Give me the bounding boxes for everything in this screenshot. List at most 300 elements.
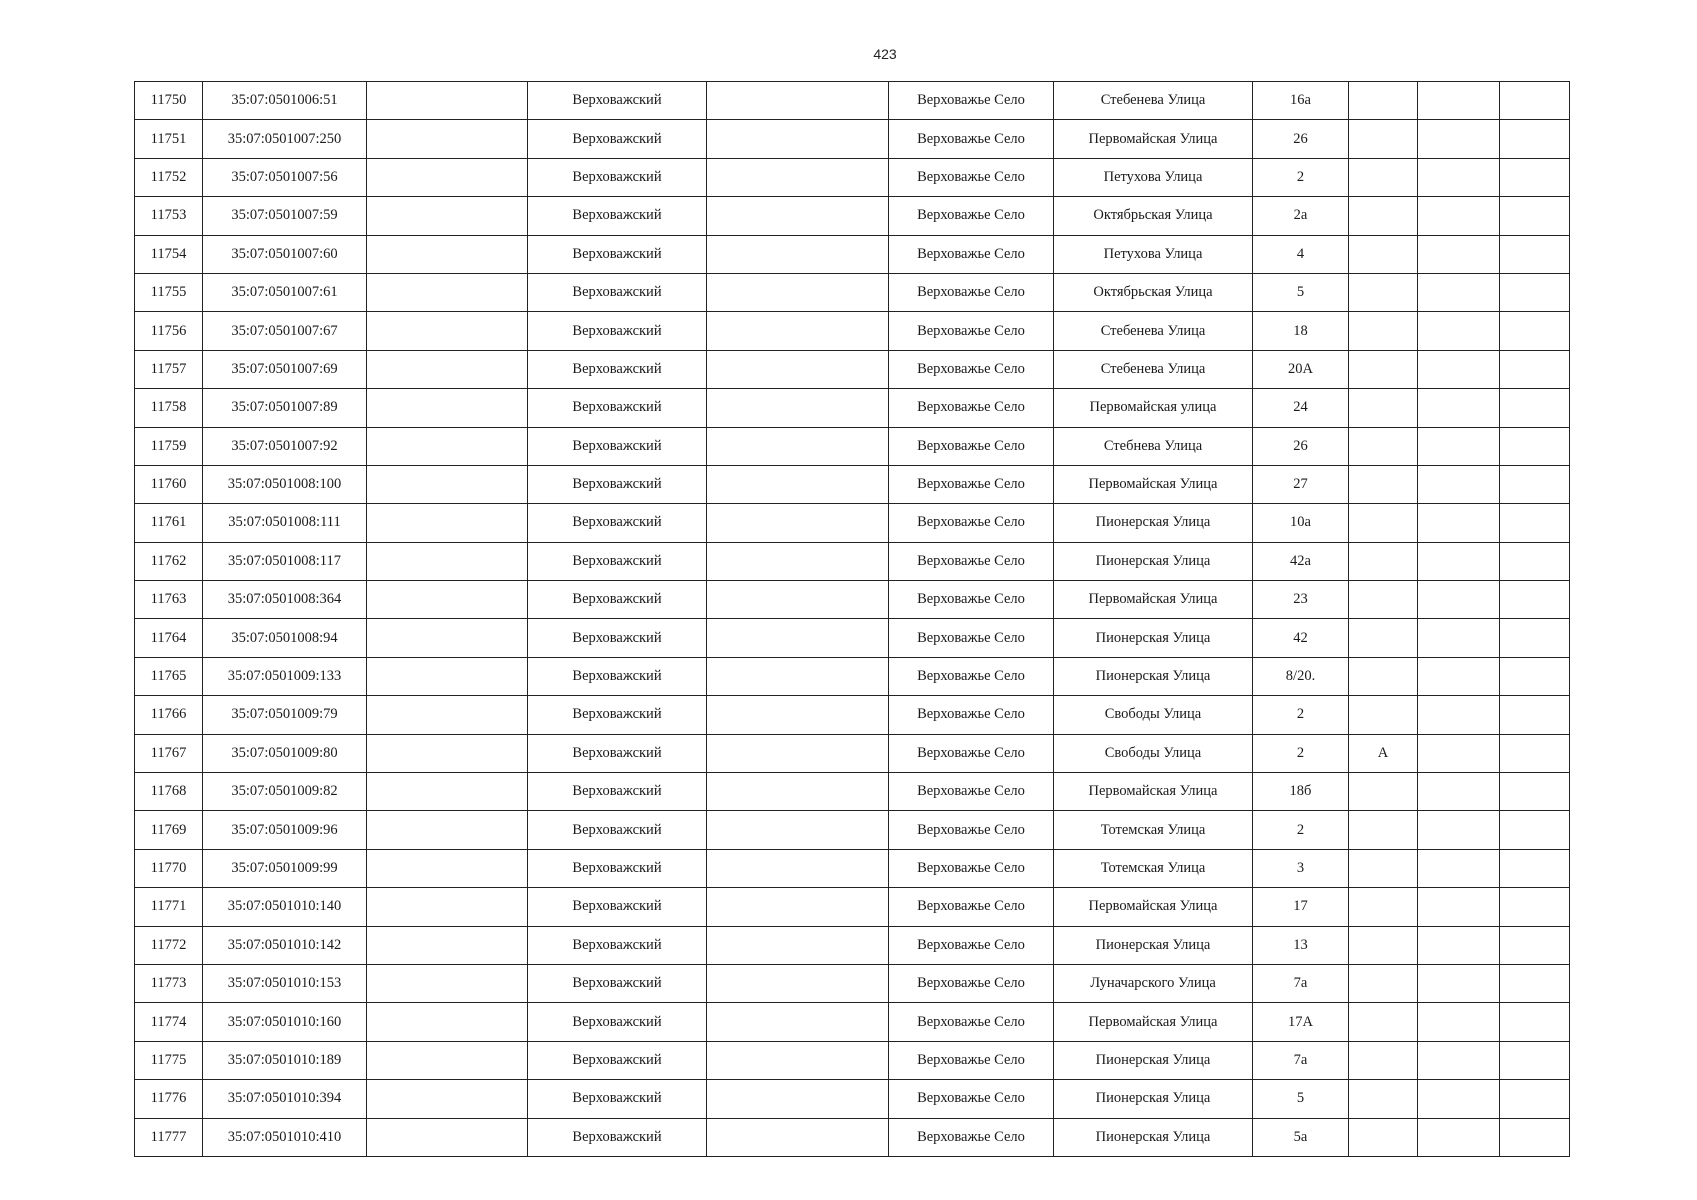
building-cell xyxy=(1349,542,1418,580)
extra-cell-2 xyxy=(1500,1080,1570,1118)
street-cell: Первомайская Улица xyxy=(1054,465,1253,503)
table-row xyxy=(135,696,1570,734)
table-row xyxy=(135,312,1570,350)
building-cell xyxy=(1349,197,1418,235)
locality-cell: Верховажье Село xyxy=(889,312,1054,350)
table-row xyxy=(135,657,1570,695)
table-row xyxy=(135,1041,1570,1079)
settlement-cell xyxy=(707,427,889,465)
extra-cell-1 xyxy=(1418,350,1500,388)
cadastral-number-cell: 35:07:0501010:160 xyxy=(203,1003,367,1041)
building-cell xyxy=(1349,964,1418,1002)
extra-cell-2 xyxy=(1500,1003,1570,1041)
street-cell: Тотемская Улица xyxy=(1054,811,1253,849)
cadastral-number-cell: 35:07:0501009:96 xyxy=(203,811,367,849)
row-number-cell: 11774 xyxy=(135,1003,203,1041)
region-cell xyxy=(367,350,528,388)
street-cell: Первомайская Улица xyxy=(1054,1003,1253,1041)
region-cell xyxy=(367,964,528,1002)
district-cell: Верховажский xyxy=(528,888,707,926)
building-cell xyxy=(1349,273,1418,311)
cadastral-number-cell: 35:07:0501008:94 xyxy=(203,619,367,657)
extra-cell-2 xyxy=(1500,465,1570,503)
region-cell xyxy=(367,273,528,311)
building-cell: А xyxy=(1349,734,1418,772)
cadastral-number-cell: 35:07:0501009:79 xyxy=(203,696,367,734)
cadastral-number-cell: 35:07:0501010:153 xyxy=(203,964,367,1002)
house-number-cell: 13 xyxy=(1253,926,1349,964)
region-cell xyxy=(367,696,528,734)
building-cell xyxy=(1349,312,1418,350)
settlement-cell xyxy=(707,542,889,580)
street-cell: Первомайская Улица xyxy=(1054,773,1253,811)
table-row xyxy=(135,964,1570,1002)
region-cell xyxy=(367,235,528,273)
cadastral-number-cell: 35:07:0501007:60 xyxy=(203,235,367,273)
house-number-cell: 7а xyxy=(1253,1041,1349,1079)
building-cell xyxy=(1349,82,1418,120)
district-cell: Верховажский xyxy=(528,504,707,542)
cadastral-number-cell: 35:07:0501007:67 xyxy=(203,312,367,350)
region-cell xyxy=(367,619,528,657)
street-cell: Свободы Улица xyxy=(1054,734,1253,772)
extra-cell-2 xyxy=(1500,1041,1570,1079)
building-cell xyxy=(1349,888,1418,926)
street-cell: Стебенева Улица xyxy=(1054,350,1253,388)
building-cell xyxy=(1349,657,1418,695)
house-number-cell: 23 xyxy=(1253,581,1349,619)
extra-cell-2 xyxy=(1500,235,1570,273)
row-number-cell: 11770 xyxy=(135,849,203,887)
extra-cell-1 xyxy=(1418,1003,1500,1041)
house-number-cell: 3 xyxy=(1253,849,1349,887)
street-cell: Пионерская Улица xyxy=(1054,926,1253,964)
table-row xyxy=(135,619,1570,657)
street-cell: Тотемская Улица xyxy=(1054,849,1253,887)
house-number-cell: 8/20. xyxy=(1253,657,1349,695)
locality-cell: Верховажье Село xyxy=(889,350,1054,388)
region-cell xyxy=(367,542,528,580)
locality-cell: Верховажье Село xyxy=(889,657,1054,695)
locality-cell: Верховажье Село xyxy=(889,197,1054,235)
table-row xyxy=(135,235,1570,273)
house-number-cell: 42а xyxy=(1253,542,1349,580)
building-cell xyxy=(1349,389,1418,427)
row-number-cell: 11773 xyxy=(135,964,203,1002)
property-registry-table xyxy=(134,81,1570,1157)
table-row xyxy=(135,465,1570,503)
district-cell: Верховажский xyxy=(528,82,707,120)
district-cell: Верховажский xyxy=(528,350,707,388)
extra-cell-1 xyxy=(1418,696,1500,734)
extra-cell-2 xyxy=(1500,734,1570,772)
region-cell xyxy=(367,158,528,196)
cadastral-number-cell: 35:07:0501008:111 xyxy=(203,504,367,542)
settlement-cell xyxy=(707,235,889,273)
cadastral-number-cell: 35:07:0501007:69 xyxy=(203,350,367,388)
locality-cell: Верховажье Село xyxy=(889,465,1054,503)
house-number-cell: 7а xyxy=(1253,964,1349,1002)
building-cell xyxy=(1349,465,1418,503)
table-row xyxy=(135,1003,1570,1041)
extra-cell-2 xyxy=(1500,1118,1570,1156)
extra-cell-1 xyxy=(1418,888,1500,926)
region-cell xyxy=(367,1080,528,1118)
cadastral-number-cell: 35:07:0501010:189 xyxy=(203,1041,367,1079)
extra-cell-1 xyxy=(1418,619,1500,657)
street-cell: Первомайская улица xyxy=(1054,389,1253,427)
extra-cell-2 xyxy=(1500,773,1570,811)
district-cell: Верховажский xyxy=(528,1118,707,1156)
house-number-cell: 5а xyxy=(1253,1118,1349,1156)
house-number-cell: 2 xyxy=(1253,734,1349,772)
settlement-cell xyxy=(707,465,889,503)
extra-cell-2 xyxy=(1500,888,1570,926)
extra-cell-1 xyxy=(1418,273,1500,311)
row-number-cell: 11769 xyxy=(135,811,203,849)
street-cell: Пионерская Улица xyxy=(1054,619,1253,657)
building-cell xyxy=(1349,1118,1418,1156)
region-cell xyxy=(367,197,528,235)
row-number-cell: 11757 xyxy=(135,350,203,388)
district-cell: Верховажский xyxy=(528,389,707,427)
table-row xyxy=(135,1080,1570,1118)
house-number-cell: 2 xyxy=(1253,158,1349,196)
extra-cell-1 xyxy=(1418,1041,1500,1079)
cadastral-number-cell: 35:07:0501008:364 xyxy=(203,581,367,619)
district-cell: Верховажский xyxy=(528,158,707,196)
extra-cell-2 xyxy=(1500,273,1570,311)
locality-cell: Верховажье Село xyxy=(889,504,1054,542)
locality-cell: Верховажье Село xyxy=(889,158,1054,196)
house-number-cell: 20А xyxy=(1253,350,1349,388)
locality-cell: Верховажье Село xyxy=(889,273,1054,311)
region-cell xyxy=(367,1118,528,1156)
cadastral-number-cell: 35:07:0501007:61 xyxy=(203,273,367,311)
house-number-cell: 17 xyxy=(1253,888,1349,926)
building-cell xyxy=(1349,1041,1418,1079)
district-cell: Верховажский xyxy=(528,120,707,158)
extra-cell-2 xyxy=(1500,581,1570,619)
cadastral-number-cell: 35:07:0501010:142 xyxy=(203,926,367,964)
house-number-cell: 4 xyxy=(1253,235,1349,273)
extra-cell-1 xyxy=(1418,773,1500,811)
extra-cell-1 xyxy=(1418,811,1500,849)
cadastral-number-cell: 35:07:0501007:56 xyxy=(203,158,367,196)
table-row xyxy=(135,120,1570,158)
settlement-cell xyxy=(707,849,889,887)
region-cell xyxy=(367,1041,528,1079)
extra-cell-1 xyxy=(1418,389,1500,427)
row-number-cell: 11755 xyxy=(135,273,203,311)
settlement-cell xyxy=(707,657,889,695)
extra-cell-1 xyxy=(1418,82,1500,120)
street-cell: Пионерская Улица xyxy=(1054,1041,1253,1079)
table-row xyxy=(135,350,1570,388)
region-cell xyxy=(367,734,528,772)
settlement-cell xyxy=(707,964,889,1002)
extra-cell-2 xyxy=(1500,120,1570,158)
table-row xyxy=(135,158,1570,196)
extra-cell-2 xyxy=(1500,964,1570,1002)
street-cell: Свободы Улица xyxy=(1054,696,1253,734)
settlement-cell xyxy=(707,389,889,427)
street-cell: Пионерская Улица xyxy=(1054,1118,1253,1156)
extra-cell-1 xyxy=(1418,197,1500,235)
extra-cell-1 xyxy=(1418,849,1500,887)
district-cell: Верховажский xyxy=(528,734,707,772)
house-number-cell: 26 xyxy=(1253,427,1349,465)
street-cell: Первомайская Улица xyxy=(1054,888,1253,926)
settlement-cell xyxy=(707,773,889,811)
settlement-cell xyxy=(707,120,889,158)
extra-cell-2 xyxy=(1500,312,1570,350)
table-row xyxy=(135,273,1570,311)
locality-cell: Верховажье Село xyxy=(889,1080,1054,1118)
table-row xyxy=(135,82,1570,120)
building-cell xyxy=(1349,696,1418,734)
house-number-cell: 5 xyxy=(1253,273,1349,311)
extra-cell-2 xyxy=(1500,542,1570,580)
extra-cell-1 xyxy=(1418,504,1500,542)
row-number-cell: 11756 xyxy=(135,312,203,350)
cadastral-number-cell: 35:07:0501009:133 xyxy=(203,657,367,695)
row-number-cell: 11763 xyxy=(135,581,203,619)
street-cell: Стебнева Улица xyxy=(1054,427,1253,465)
extra-cell-1 xyxy=(1418,926,1500,964)
region-cell xyxy=(367,312,528,350)
extra-cell-1 xyxy=(1418,235,1500,273)
house-number-cell: 26 xyxy=(1253,120,1349,158)
locality-cell: Верховажье Село xyxy=(889,389,1054,427)
locality-cell: Верховажье Село xyxy=(889,964,1054,1002)
table-row xyxy=(135,1118,1570,1156)
district-cell: Верховажский xyxy=(528,1003,707,1041)
locality-cell: Верховажье Село xyxy=(889,619,1054,657)
street-cell: Пионерская Улица xyxy=(1054,657,1253,695)
settlement-cell xyxy=(707,1118,889,1156)
extra-cell-2 xyxy=(1500,197,1570,235)
building-cell xyxy=(1349,427,1418,465)
settlement-cell xyxy=(707,734,889,772)
locality-cell: Верховажье Село xyxy=(889,811,1054,849)
building-cell xyxy=(1349,926,1418,964)
building-cell xyxy=(1349,504,1418,542)
building-cell xyxy=(1349,1003,1418,1041)
locality-cell: Верховажье Село xyxy=(889,427,1054,465)
region-cell xyxy=(367,888,528,926)
district-cell: Верховажский xyxy=(528,964,707,1002)
locality-cell: Верховажье Село xyxy=(889,1118,1054,1156)
table-row xyxy=(135,197,1570,235)
row-number-cell: 11761 xyxy=(135,504,203,542)
street-cell: Октябрьская Улица xyxy=(1054,273,1253,311)
table-row xyxy=(135,926,1570,964)
extra-cell-1 xyxy=(1418,427,1500,465)
cadastral-number-cell: 35:07:0501006:51 xyxy=(203,82,367,120)
cadastral-number-cell: 35:07:0501007:250 xyxy=(203,120,367,158)
street-cell: Стебенева Улица xyxy=(1054,312,1253,350)
street-cell: Первомайская Улица xyxy=(1054,581,1253,619)
settlement-cell xyxy=(707,158,889,196)
cadastral-number-cell: 35:07:0501010:140 xyxy=(203,888,367,926)
table-row xyxy=(135,542,1570,580)
extra-cell-1 xyxy=(1418,120,1500,158)
row-number-cell: 11768 xyxy=(135,773,203,811)
house-number-cell: 2 xyxy=(1253,696,1349,734)
row-number-cell: 11762 xyxy=(135,542,203,580)
extra-cell-2 xyxy=(1500,158,1570,196)
extra-cell-1 xyxy=(1418,1080,1500,1118)
cadastral-number-cell: 35:07:0501007:92 xyxy=(203,427,367,465)
row-number-cell: 11775 xyxy=(135,1041,203,1079)
locality-cell: Верховажье Село xyxy=(889,696,1054,734)
locality-cell: Верховажье Село xyxy=(889,542,1054,580)
district-cell: Верховажский xyxy=(528,581,707,619)
cadastral-number-cell: 35:07:0501008:100 xyxy=(203,465,367,503)
street-cell: Пионерская Улица xyxy=(1054,542,1253,580)
region-cell xyxy=(367,1003,528,1041)
row-number-cell: 11750 xyxy=(135,82,203,120)
district-cell: Верховажский xyxy=(528,849,707,887)
building-cell xyxy=(1349,581,1418,619)
table-row xyxy=(135,849,1570,887)
district-cell: Верховажский xyxy=(528,273,707,311)
building-cell xyxy=(1349,120,1418,158)
house-number-cell: 24 xyxy=(1253,389,1349,427)
house-number-cell: 17А xyxy=(1253,1003,1349,1041)
street-cell: Пионерская Улица xyxy=(1054,504,1253,542)
row-number-cell: 11760 xyxy=(135,465,203,503)
settlement-cell xyxy=(707,273,889,311)
locality-cell: Верховажье Село xyxy=(889,581,1054,619)
house-number-cell: 2а xyxy=(1253,197,1349,235)
table-row xyxy=(135,811,1570,849)
street-cell: Петухова Улица xyxy=(1054,158,1253,196)
building-cell xyxy=(1349,811,1418,849)
street-cell: Октябрьская Улица xyxy=(1054,197,1253,235)
district-cell: Верховажский xyxy=(528,1041,707,1079)
extra-cell-2 xyxy=(1500,619,1570,657)
row-number-cell: 11752 xyxy=(135,158,203,196)
cadastral-number-cell: 35:07:0501009:99 xyxy=(203,849,367,887)
row-number-cell: 11766 xyxy=(135,696,203,734)
extra-cell-2 xyxy=(1500,696,1570,734)
settlement-cell xyxy=(707,926,889,964)
extra-cell-2 xyxy=(1500,926,1570,964)
locality-cell: Верховажье Село xyxy=(889,1003,1054,1041)
settlement-cell xyxy=(707,197,889,235)
house-number-cell: 42 xyxy=(1253,619,1349,657)
row-number-cell: 11772 xyxy=(135,926,203,964)
row-number-cell: 11771 xyxy=(135,888,203,926)
cadastral-number-cell: 35:07:0501009:82 xyxy=(203,773,367,811)
house-number-cell: 10а xyxy=(1253,504,1349,542)
settlement-cell xyxy=(707,82,889,120)
settlement-cell xyxy=(707,1080,889,1118)
settlement-cell xyxy=(707,581,889,619)
house-number-cell: 16а xyxy=(1253,82,1349,120)
region-cell xyxy=(367,657,528,695)
district-cell: Верховажский xyxy=(528,1080,707,1118)
settlement-cell xyxy=(707,1003,889,1041)
district-cell: Верховажский xyxy=(528,197,707,235)
region-cell xyxy=(367,581,528,619)
settlement-cell xyxy=(707,888,889,926)
settlement-cell xyxy=(707,811,889,849)
building-cell xyxy=(1349,849,1418,887)
district-cell: Верховажский xyxy=(528,696,707,734)
house-number-cell: 18 xyxy=(1253,312,1349,350)
cadastral-number-cell: 35:07:0501007:59 xyxy=(203,197,367,235)
district-cell: Верховажский xyxy=(528,811,707,849)
house-number-cell: 27 xyxy=(1253,465,1349,503)
locality-cell: Верховажье Село xyxy=(889,926,1054,964)
district-cell: Верховажский xyxy=(528,427,707,465)
extra-cell-1 xyxy=(1418,581,1500,619)
region-cell xyxy=(367,926,528,964)
building-cell xyxy=(1349,1080,1418,1118)
table-row xyxy=(135,389,1570,427)
house-number-cell: 5 xyxy=(1253,1080,1349,1118)
settlement-cell xyxy=(707,504,889,542)
region-cell xyxy=(367,811,528,849)
region-cell xyxy=(367,427,528,465)
table-row xyxy=(135,581,1570,619)
row-number-cell: 11764 xyxy=(135,619,203,657)
extra-cell-1 xyxy=(1418,542,1500,580)
row-number-cell: 11758 xyxy=(135,389,203,427)
table-row xyxy=(135,427,1570,465)
street-cell: Стебенева Улица xyxy=(1054,82,1253,120)
building-cell xyxy=(1349,235,1418,273)
row-number-cell: 11765 xyxy=(135,657,203,695)
table-row xyxy=(135,888,1570,926)
district-cell: Верховажский xyxy=(528,465,707,503)
settlement-cell xyxy=(707,1041,889,1079)
page-number: 423 xyxy=(873,46,897,62)
extra-cell-1 xyxy=(1418,158,1500,196)
row-number-cell: 11777 xyxy=(135,1118,203,1156)
locality-cell: Верховажье Село xyxy=(889,849,1054,887)
region-cell xyxy=(367,120,528,158)
street-cell: Первомайская Улица xyxy=(1054,120,1253,158)
table-row xyxy=(135,504,1570,542)
extra-cell-2 xyxy=(1500,504,1570,542)
street-cell: Петухова Улица xyxy=(1054,235,1253,273)
region-cell xyxy=(367,82,528,120)
extra-cell-1 xyxy=(1418,657,1500,695)
locality-cell: Верховажье Село xyxy=(889,1041,1054,1079)
house-number-cell: 2 xyxy=(1253,811,1349,849)
cadastral-number-cell: 35:07:0501007:89 xyxy=(203,389,367,427)
region-cell xyxy=(367,849,528,887)
cadastral-number-cell: 35:07:0501008:117 xyxy=(203,542,367,580)
row-number-cell: 11753 xyxy=(135,197,203,235)
cadastral-number-cell: 35:07:0501010:394 xyxy=(203,1080,367,1118)
district-cell: Верховажский xyxy=(528,542,707,580)
extra-cell-2 xyxy=(1500,657,1570,695)
building-cell xyxy=(1349,158,1418,196)
locality-cell: Верховажье Село xyxy=(889,773,1054,811)
locality-cell: Верховажье Село xyxy=(889,82,1054,120)
district-cell: Верховажский xyxy=(528,619,707,657)
extra-cell-2 xyxy=(1500,427,1570,465)
row-number-cell: 11751 xyxy=(135,120,203,158)
locality-cell: Верховажье Село xyxy=(889,734,1054,772)
region-cell xyxy=(367,504,528,542)
region-cell xyxy=(367,389,528,427)
